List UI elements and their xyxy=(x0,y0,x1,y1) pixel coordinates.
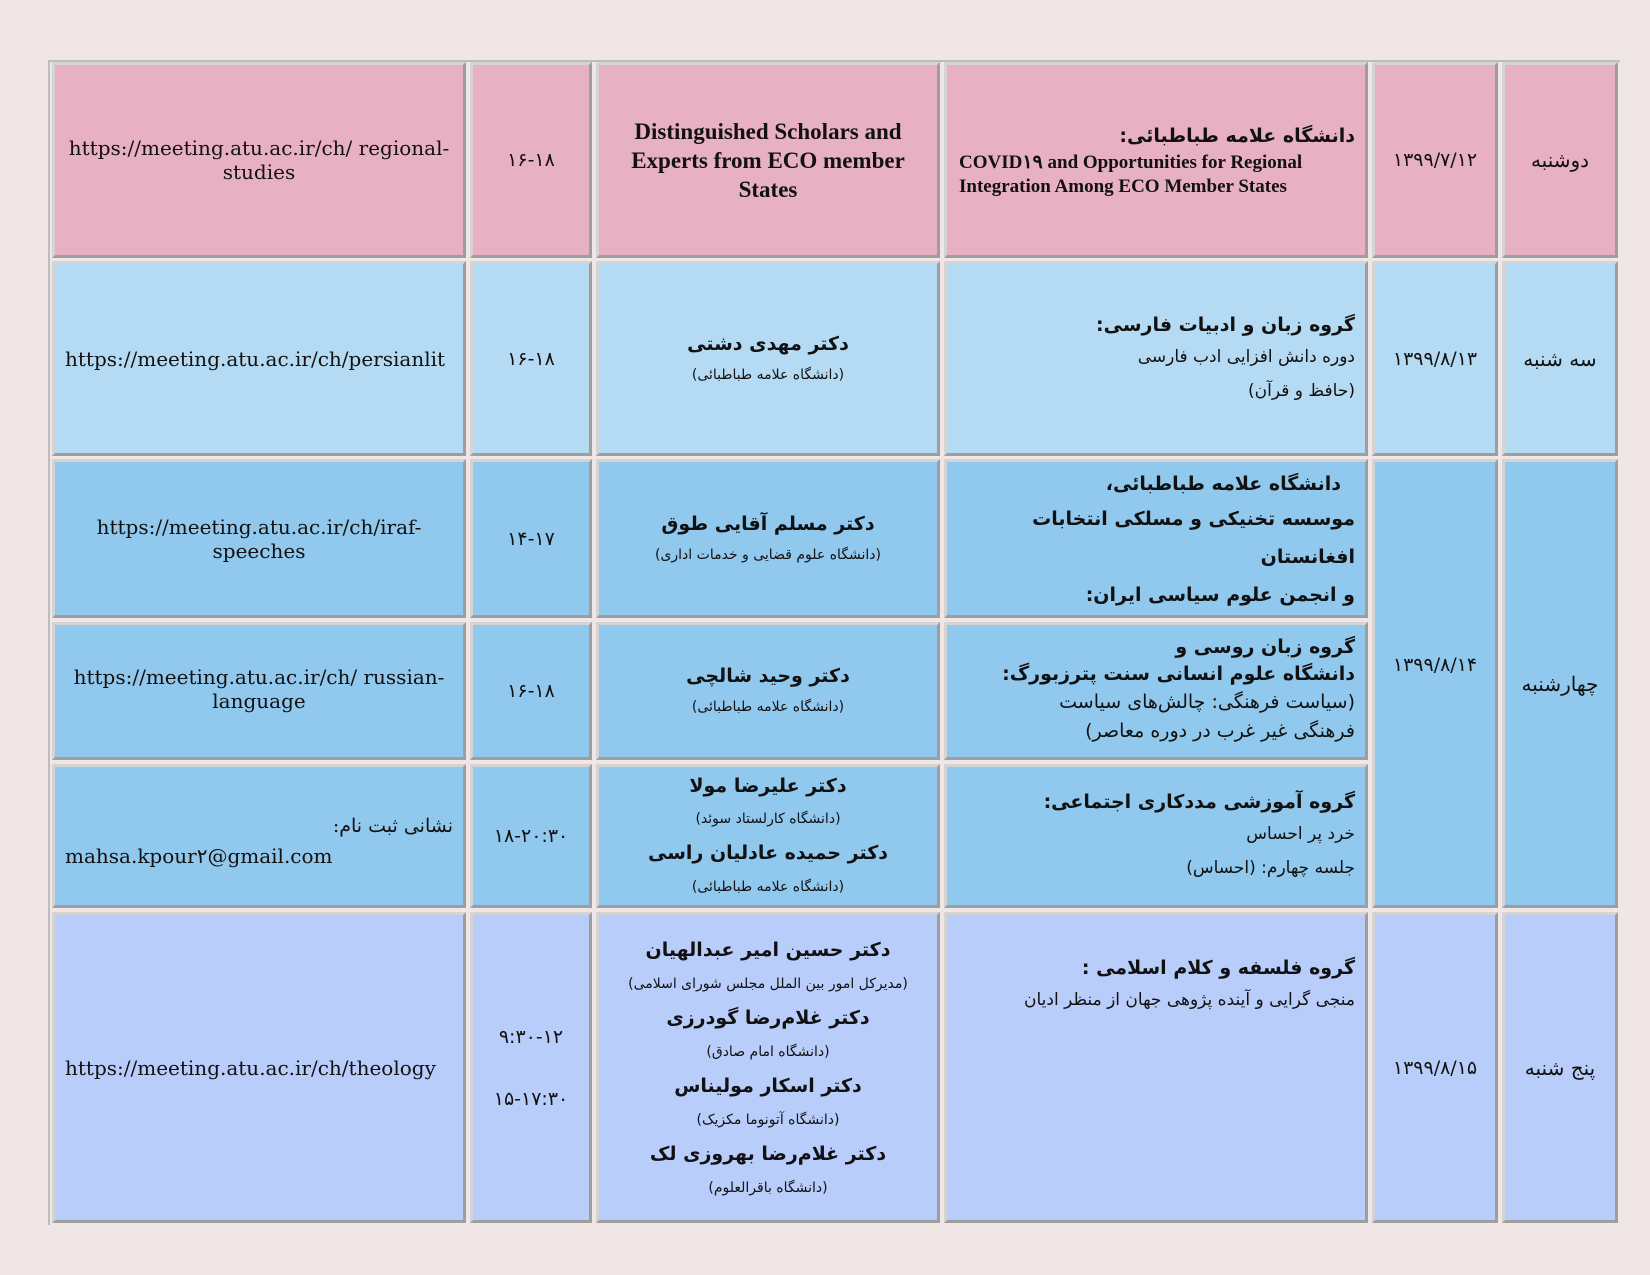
row2-link-cell[interactable] xyxy=(52,261,466,456)
row4-speaker3-name: دکتر اسکار مولیناس xyxy=(674,1074,862,1097)
row3c-speaker1-affiliation: (دانشگاه کارلستاد سوئد) xyxy=(695,811,841,827)
row3c-time: ۱۸-۲۰:۳۰ xyxy=(493,825,569,847)
row1-topic-cell xyxy=(944,62,1368,258)
row2-topic-line1: دوره دانش افزایی ادب فارسی xyxy=(1137,346,1355,367)
row3c-registration-email[interactable]: mahsa.kpour۲@gmail.com xyxy=(65,844,333,868)
row1-topic-title: COVID۱۹ and Opportunities for Regional Integration Among ECO Member States xyxy=(959,152,1303,197)
row3c-topic-line2: جلسه چهارم: (احساس) xyxy=(1186,858,1355,878)
row2-time: ۱۶-۱۸ xyxy=(507,347,555,370)
row4-speaker2-name: دکتر غلام‌رضا گودرزی xyxy=(666,1006,870,1029)
row3c-registration-label: نشانی ثبت نام: xyxy=(332,815,453,837)
row2-speaker-name: دکتر مهدی دشتی xyxy=(687,332,849,355)
row3b-link[interactable]: https://meeting.atu.ac.ir/ch/ russian-language xyxy=(73,665,445,713)
row3b-time-cell xyxy=(470,622,592,760)
row2-topic-line2: (حافظ و قرآن) xyxy=(1248,380,1355,401)
row1-day: دوشنبه xyxy=(1530,148,1590,172)
row2-topic-head: گروه زبان و ادبیات فارسی: xyxy=(1096,313,1355,336)
row4-speaker3-affiliation: (دانشگاه آتونوما مکزیک) xyxy=(696,1111,840,1128)
row4-time2: ۱۵-۱۷:۳۰ xyxy=(493,1087,569,1110)
row3c-topic-cell xyxy=(944,764,1368,908)
row1-time-cell xyxy=(470,62,592,258)
row1-date-cell xyxy=(1372,62,1498,258)
row1-speaker-cell xyxy=(596,62,940,258)
row2-day: سه شنبه xyxy=(1523,346,1597,371)
row3b-topic-head1: گروه زبان روسی و xyxy=(1175,636,1355,658)
row2-topic-cell xyxy=(944,261,1368,456)
row3a-link-cell[interactable] xyxy=(52,459,466,618)
row4-link-cell[interactable] xyxy=(52,912,466,1223)
row3c-time-cell xyxy=(470,764,592,908)
row3a-link[interactable]: https://meeting.atu.ac.ir/ch/iraf-speeches xyxy=(96,514,422,563)
row3b-topic-head2: دانشگاه علوم انسانی سنت پترزبورگ: xyxy=(1002,663,1355,685)
row4-speakers-cell xyxy=(596,912,940,1223)
row4-speaker1-affiliation: (مدیرکل امور بین الملل مجلس شورای اسلامی) xyxy=(628,975,908,992)
row3c-speaker1-name: دکتر علیرضا مولا xyxy=(689,775,847,797)
row4-date-cell xyxy=(1372,912,1498,1223)
row3a-topic-cell xyxy=(944,459,1368,618)
row3c-registration-cell xyxy=(52,764,466,908)
row4-topic-head: گروه فلسفه و کلام اسلامی : xyxy=(1081,957,1355,979)
row3b-topic-cell xyxy=(944,622,1368,760)
row3c-speaker2-affiliation: (دانشگاه علامه طباطبائی) xyxy=(691,879,845,895)
row3-day: چهارشنبه xyxy=(1521,671,1599,696)
row2-link[interactable]: https://meeting.atu.ac.ir/ch/persianlit xyxy=(65,346,446,371)
row4-topic-line1: منجی گرایی و آینده پژوهی جهان از منظر ادیان xyxy=(1024,990,1355,1010)
row3a-topic-head2: موسسه تخنیکی و مسلکی انتخابات افغانستان xyxy=(1032,508,1355,568)
row4-time1: ۹:۳۰-۱۲ xyxy=(498,1025,564,1048)
row3a-time-cell xyxy=(470,459,592,618)
row3a-topic-head1: دانشگاه علامه طباطبائی، xyxy=(1105,473,1341,495)
row4-date: ۱۳۹۹/۸/۱۵ xyxy=(1392,1056,1478,1079)
row4-time-cell xyxy=(470,912,592,1223)
row3b-speaker-cell xyxy=(596,622,940,760)
row3b-time: ۱۶-۱۸ xyxy=(507,680,555,702)
row3b-topic-line2: فرهنگی غیر غرب در دوره معاصر) xyxy=(1085,720,1355,742)
row3-day-cell xyxy=(1502,459,1618,908)
row2-speaker-affiliation: (دانشگاه علامه طباطبائی) xyxy=(691,366,845,383)
row3c-topic-head: گروه آموزشی مددکاری اجتماعی: xyxy=(1043,791,1355,813)
row2-date: ۱۳۹۹/۸/۱۳ xyxy=(1392,347,1478,370)
row3b-topic-line1: (سیاست فرهنگی: چالش‌های سیاست xyxy=(1059,691,1355,713)
row1-speaker: Distinguished Scholars and Experts from ECO member States xyxy=(631,118,905,202)
row4-day: پنج شنبه xyxy=(1524,1055,1596,1080)
row2-day-cell xyxy=(1502,261,1618,456)
row4-link[interactable]: https://meeting.atu.ac.ir/ch/theology xyxy=(65,1055,436,1080)
row1-topic-head: دانشگاه علامه طباطبائی: xyxy=(1119,125,1355,147)
row1-time: ۱۶-۱۸ xyxy=(507,149,555,171)
row3-date: ۱۳۹۹/۸/۱۴ xyxy=(1392,654,1478,676)
row2-time-cell xyxy=(470,261,592,456)
row3c-speaker2-name: دکتر حمیده عادلیان راسی xyxy=(647,842,889,864)
row3c-speakers-cell xyxy=(596,764,940,908)
row3b-speaker-affiliation: (دانشگاه علامه طباطبائی) xyxy=(691,699,845,715)
row4-speaker2-affiliation: (دانشگاه امام صادق) xyxy=(706,1043,830,1060)
row2-speaker-cell xyxy=(596,261,940,456)
row1-date: ۱۳۹۹/۷/۱۲ xyxy=(1392,149,1478,171)
row3a-topic-head3: و انجمن علوم سیاسی ایران: xyxy=(1085,584,1355,606)
row3a-time: ۱۴-۱۷ xyxy=(507,527,555,550)
row3c-topic-line1: خرد پر احساس xyxy=(1246,824,1355,844)
row3a-speaker-cell xyxy=(596,459,940,618)
row3b-speaker-name: دکتر وحید شالچی xyxy=(686,665,850,687)
row3a-speaker-name: دکتر مسلم آقایی طوق xyxy=(661,512,875,535)
row3-date-cell xyxy=(1372,459,1498,908)
row4-speaker4-affiliation: (دانشگاه باقرالعلوم) xyxy=(708,1179,828,1196)
row2-date-cell xyxy=(1372,261,1498,456)
row1-link[interactable]: https://meeting.atu.ac.ir/ch/ regional-studies xyxy=(68,136,450,184)
row4-speaker1-name: دکتر حسین امیر عبدالهیان xyxy=(645,938,891,961)
row1-day-cell xyxy=(1502,62,1618,258)
row3b-link-cell[interactable] xyxy=(52,622,466,760)
row3a-speaker-affiliation: (دانشگاه علوم قضایی و خدمات اداری) xyxy=(654,546,882,563)
row1-link-cell[interactable] xyxy=(52,62,466,258)
row4-day-cell xyxy=(1502,912,1618,1223)
row4-speaker4-name: دکتر غلام‌رضا بهروزی لک xyxy=(649,1142,887,1165)
row4-topic-cell xyxy=(944,912,1368,1223)
